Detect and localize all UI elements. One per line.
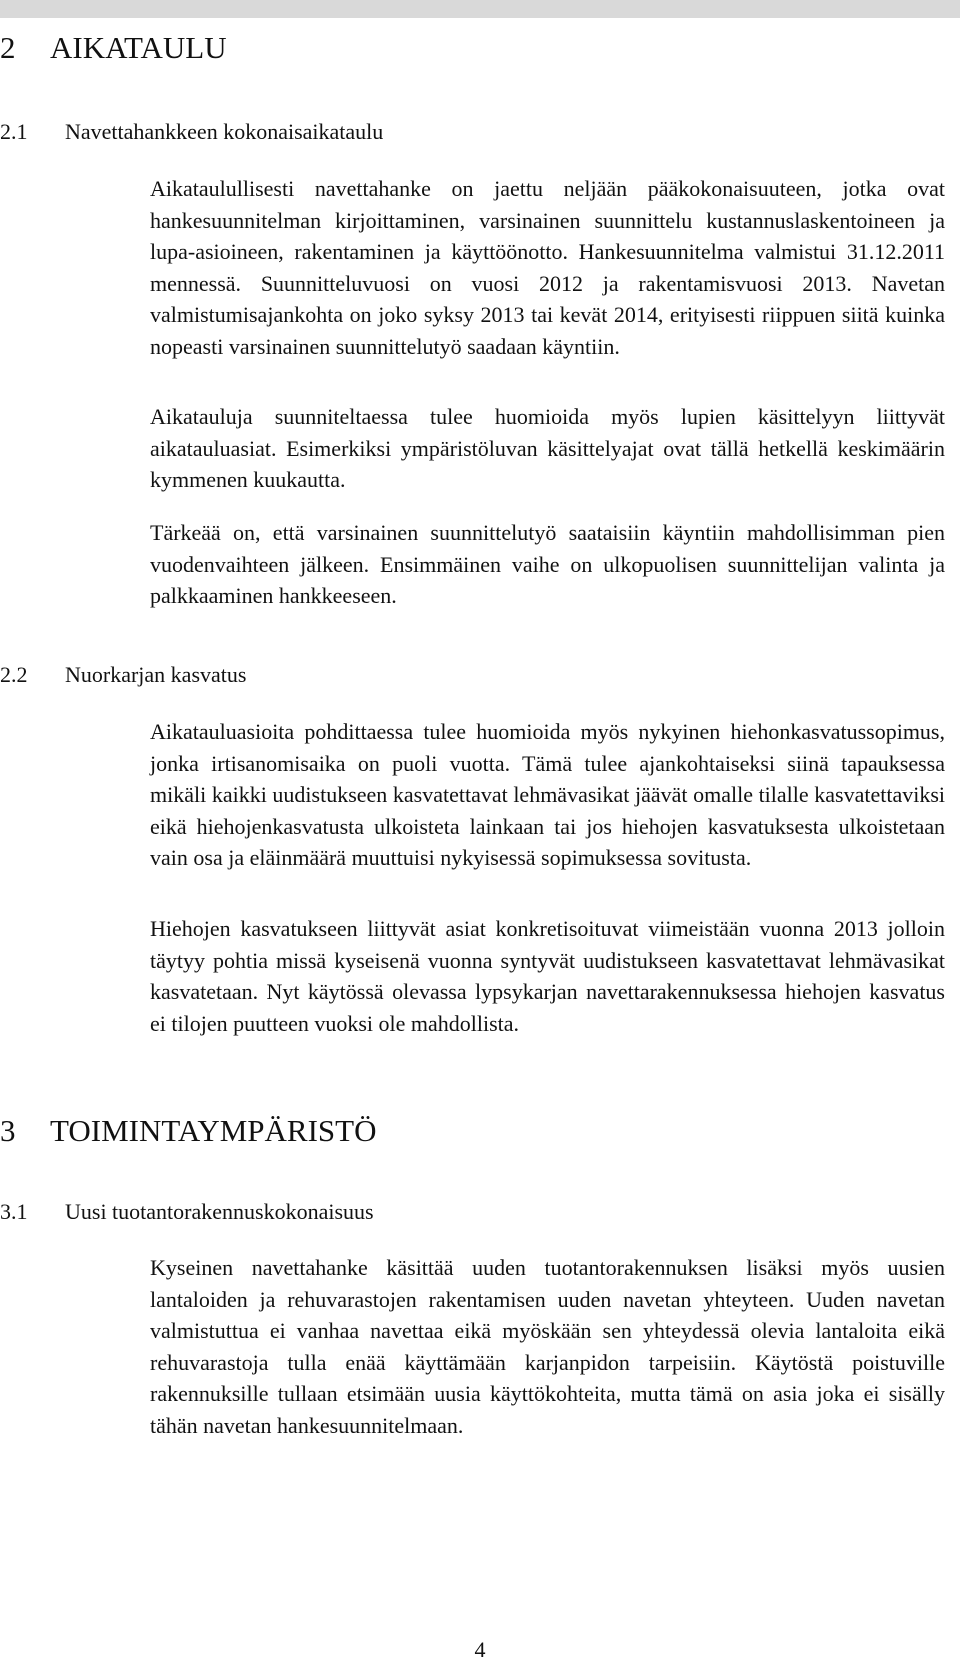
top-header-bar — [0, 0, 960, 18]
paragraph: Aikatauluasioita pohdittaessa tulee huomioida myös nykyinen hiehonkasvatussopimus, jonka irtisanomisaika on puoli vuotta. Tämä tulee ajankohtaiseksi siinä tapauksessa mikäli kaikki uudistukseen kasvatettavat lehmävasikat jäävät omalle tilalle kasvatettaviksi eikä hiehojenkasvatusta ulkoisteta lainkaan tai jos hiehojen kasvatuksesta ulkoistetaan vain osa ja eläinmäärä muuttuisi nykyisessä sopimuksessa sovitusta. — [150, 719, 945, 870]
subsection-title: Navettahankkeen kokonaisaikataulu — [65, 119, 384, 144]
page-number: 4 — [474, 1637, 486, 1662]
subsection-number: 2.2 — [0, 662, 28, 687]
subsection-title: Uusi tuotantorakennuskokonaisuus — [65, 1199, 374, 1224]
section-title: TOIMINTAYMPÄRISTÖ — [50, 1113, 377, 1148]
paragraph: Aikataulullisesti navettahanke on jaettu neljään pääkokonaisuuteen, jotka ovat hankesuunnitelman kirjoittaminen, varsinainen suunnittelu kustannuslaskentoineen ja lupa-asioineen, rakentaminen ja käyttöönotto. Hankesuunnitelma valmistui 31.12.2011 mennessä. Suunnitteluvuosi on vuosi 2012 ja rakentamisvuosi 2013. Navetan valmistumisajankohta on joko syksy 2013 tai kevät 2014, erityisesti riippuen siitä kuinka nopeasti varsinainen suunnittelutyö saadaan käyntiin. — [150, 176, 945, 359]
subsection-heading-2-1 — [0, 118, 383, 146]
paragraph: Hiehojen kasvatukseen liittyvät asiat konkretisoituvat viimeistään vuonna 2013 jolloin täytyy pohtia missä kyseisenä vuonna syntyvät uudistukseen kasvatettavat lehmävasikat kasvatetaan. Nyt käytössä olevassa lypsykarjan navettarakennuksessa hiehojen kasvatus ei tilojen puutteen vuoksi ole mahdollista. — [150, 916, 945, 1036]
subsection-number: 2.1 — [0, 119, 28, 144]
section-number: 2 — [0, 30, 16, 65]
subsection-heading-2-2 — [0, 661, 246, 689]
section-heading-3 — [0, 1113, 377, 1149]
section-number: 3 — [0, 1113, 16, 1148]
section-heading-2 — [0, 30, 227, 66]
subsection-number: 3.1 — [0, 1199, 28, 1224]
paragraph: Kyseinen navettahanke käsittää uuden tuotantorakennuksen lisäksi myös uusien lantaloiden ja rehuvarastojen rakentamisen uuden navetan yhteyteen. Uuden navetan valmistuttua ei vanhaa navettaa eikä myöskään sen yhteydessä olevia lantaloita eikä rehuvarastoja tulla enää käyttämään karjanpidon tarpeisiin. Käytöstä poistuville rakennuksille tullaan etsimään uusia käyttökohteita, mutta tämä on asia joka ei sisälly tähän navetan hankesuunnitelmaan. — [150, 1255, 945, 1438]
paragraph: Tärkeää on, että varsinainen suunnittelutyö saataisiin käyntiin mahdollisimman pien vuodenvaihteen jälkeen. Ensimmäinen vaihe on ulkopuolisen suunnittelijan valinta ja palkkaaminen hankkeeseen. — [150, 520, 945, 608]
subsection-title: Nuorkarjan kasvatus — [65, 662, 247, 687]
paragraph: Aikatauluja suunniteltaessa tulee huomioida myös lupien käsittelyyn liittyvät aikatauluasiat. Esimerkiksi ympäristöluvan käsittelyajat ovat tällä hetkellä keskimäärin kymmenen kuukautta. — [150, 404, 945, 492]
section-title: AIKATAULU — [50, 30, 227, 65]
subsection-heading-3-1 — [0, 1198, 374, 1226]
